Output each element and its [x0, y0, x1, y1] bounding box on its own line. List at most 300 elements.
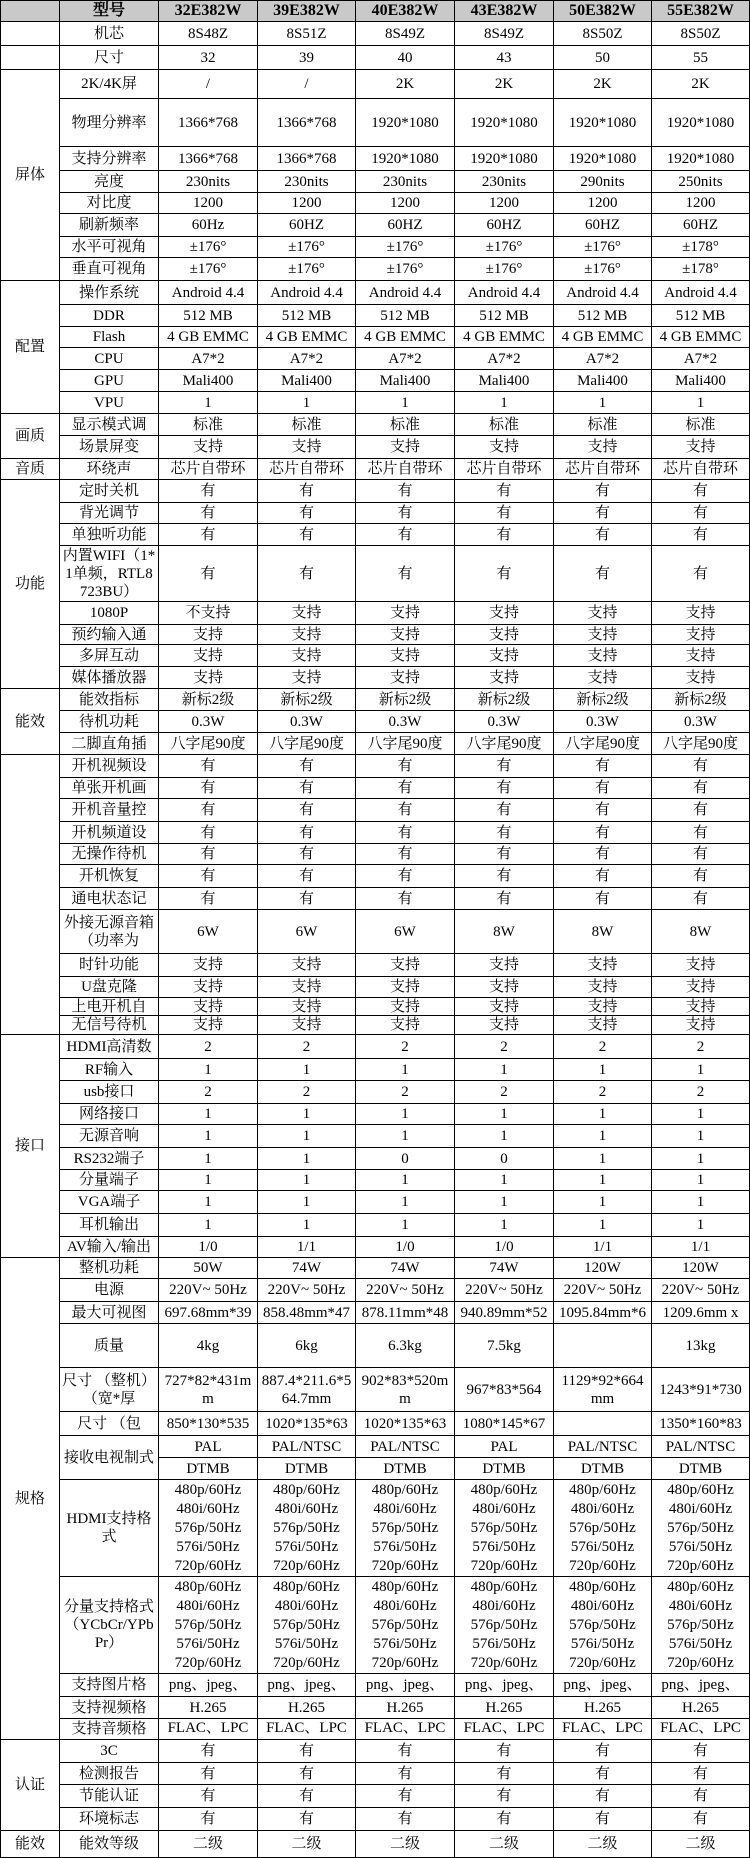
- value-cell: [652, 1785, 750, 1808]
- value-cell-text: Android 4.4: [270, 284, 343, 301]
- row-label: [60, 1785, 159, 1808]
- value-cell: [554, 480, 652, 503]
- value-cell-text: 727*82*431mm: [164, 1372, 252, 1407]
- value-cell-text: FLAC、LPC: [364, 1720, 446, 1736]
- value-cell: [652, 1697, 750, 1719]
- value-cell: [159, 1170, 258, 1191]
- value-cell-text: 有: [594, 1743, 610, 1759]
- value-cell-text: 1920*1080: [470, 114, 538, 131]
- value-cell: [554, 237, 652, 258]
- row-label: [60, 281, 159, 305]
- value-cell-text: 支持: [192, 439, 223, 455]
- value-cell: [554, 1368, 652, 1412]
- value-cell-text: PAL/NTSC: [271, 1438, 342, 1455]
- row-label: [60, 977, 159, 998]
- value-cell-text: FLAC、LPC: [167, 1720, 249, 1736]
- value-cell-text: 有: [496, 1811, 512, 1827]
- value-cell-text: 50: [595, 49, 610, 66]
- value-cell: [554, 1808, 652, 1831]
- value-cell-text: 1366*768: [276, 150, 337, 167]
- value-cell: [258, 910, 356, 954]
- value-cell: [455, 1258, 554, 1279]
- value-cell: [159, 1808, 258, 1831]
- value-cell: [356, 1740, 455, 1763]
- row-label: [60, 1763, 159, 1785]
- value-cell: [554, 1214, 652, 1237]
- row-label-text: 显示模式调: [71, 416, 147, 433]
- value-cell: [455, 305, 554, 327]
- value-cell-text: 50W: [193, 1260, 223, 1276]
- value-cell: [554, 436, 652, 459]
- value-cell-text: A7*2: [388, 350, 422, 367]
- value-cell-text: 有: [594, 758, 610, 774]
- row-label: [60, 910, 159, 954]
- model-header-text: 50E382W: [569, 2, 636, 19]
- value-cell-text: 新标2级: [576, 691, 629, 708]
- value-cell-text: 支持: [389, 999, 420, 1015]
- value-cell: [455, 1081, 554, 1104]
- value-cell: [258, 305, 356, 327]
- group-cell: [1, 1831, 60, 1858]
- value-cell: [554, 524, 652, 546]
- group-cell: [1, 1258, 60, 1740]
- value-cell: [455, 1035, 554, 1059]
- value-cell: [356, 1237, 455, 1258]
- row-label: [60, 954, 159, 977]
- value-cell-text: 2: [598, 1038, 607, 1055]
- value-cell: [258, 1016, 356, 1035]
- value-cell: [554, 1170, 652, 1191]
- value-cell-text: 13kg: [685, 1337, 716, 1354]
- value-cell: [455, 1740, 554, 1763]
- value-cell: [652, 503, 750, 524]
- value-cell-text: ±176°: [189, 239, 227, 255]
- value-cell: [554, 214, 652, 237]
- value-cell-text: 1020*135*63: [363, 1415, 447, 1432]
- value-cell: [258, 1368, 356, 1412]
- row-label-text: 内置WIFI（1*1单频，RTL8723BU）: [62, 547, 156, 600]
- value-cell: [455, 1763, 554, 1785]
- value-cell-text: 芯片自带环: [367, 461, 443, 477]
- value-cell-text: 有: [692, 526, 708, 543]
- value-cell-text: 有: [496, 526, 512, 543]
- value-cell: [356, 1436, 455, 1458]
- value-cell-text: 1: [598, 394, 607, 411]
- value-cell: [455, 1191, 554, 1214]
- value-cell-text: 220V~ 50Hz: [169, 1282, 247, 1298]
- value-cell: [258, 414, 356, 436]
- value-cell-text: 支持: [192, 647, 223, 664]
- value-cell: [356, 733, 455, 755]
- value-cell: [652, 524, 750, 546]
- value-cell: [258, 1785, 356, 1808]
- value-cell-text: 1920*1080: [666, 114, 735, 131]
- value-cell: [554, 844, 652, 865]
- value-cell: [159, 667, 258, 689]
- value-cell-text: 6.3kg: [388, 1337, 422, 1354]
- value-cell: [159, 1324, 258, 1368]
- value-cell-text: 1: [302, 1106, 311, 1122]
- value-cell: [258, 954, 356, 977]
- value-cell-text: 二级: [488, 1836, 519, 1852]
- model-header: [159, 1, 258, 22]
- value-cell-text: 4 GB EMMC: [463, 329, 545, 345]
- value-cell-text: 标准: [291, 416, 322, 433]
- value-cell: [554, 193, 652, 214]
- value-cell: [159, 459, 258, 480]
- model-header: [356, 1, 455, 22]
- value-cell: [159, 524, 258, 546]
- value-cell: [258, 1035, 356, 1059]
- row-label: [60, 689, 159, 711]
- value-cell-text: 60HZ: [683, 217, 718, 233]
- row-label: [60, 1740, 159, 1763]
- value-cell-text: ±176°: [584, 239, 621, 255]
- value-cell-text: 60HZ: [289, 217, 324, 233]
- value-cell-text: PAL/NTSC: [370, 1438, 440, 1455]
- value-cell: [554, 799, 652, 822]
- value-cell-text: 1: [598, 1106, 607, 1122]
- value-cell-text: 6W: [197, 923, 219, 940]
- value-cell-text: 有: [397, 890, 413, 907]
- value-cell: [159, 1740, 258, 1763]
- row-label-text: 开机恢复: [78, 868, 139, 884]
- value-cell: [258, 733, 356, 755]
- value-cell-text: 512 MB: [380, 307, 430, 324]
- value-cell-text: 新标2级: [181, 691, 235, 708]
- row-label-text: 支持图片格: [71, 1677, 147, 1693]
- value-cell-text: 1: [500, 394, 508, 411]
- value-cell: [356, 1577, 455, 1674]
- value-cell-text: 芯片自带环: [662, 461, 738, 477]
- value-cell-text: 二级: [685, 1836, 716, 1852]
- value-cell-text: 支持: [291, 669, 322, 686]
- value-cell-text: 支持: [488, 999, 519, 1015]
- value-cell: [159, 193, 258, 214]
- value-cell: [652, 459, 750, 480]
- value-cell-text: 有: [594, 565, 610, 582]
- value-cell: [356, 667, 455, 689]
- value-cell-text: 支持: [389, 626, 420, 643]
- value-cell: [455, 1719, 554, 1740]
- value-cell-text: 有: [397, 1811, 413, 1827]
- value-cell: [356, 414, 455, 436]
- value-cell-text: H.265: [681, 1699, 720, 1716]
- group-cell: [1, 70, 60, 281]
- value-cell: [159, 1104, 258, 1125]
- row-label: [60, 546, 159, 602]
- row-label-text: 质量: [93, 1337, 124, 1354]
- value-cell: [652, 1279, 750, 1302]
- value-cell-text: 八字尾90度: [268, 735, 344, 752]
- value-cell: [652, 888, 750, 910]
- value-cell-text: 120W: [584, 1260, 621, 1276]
- value-cell: [258, 46, 356, 70]
- value-cell-text: 1/1: [592, 1239, 613, 1255]
- value-cell: [652, 258, 750, 281]
- value-cell-text: 有: [496, 1765, 512, 1782]
- value-cell-text: 220V~ 50Hz: [267, 1282, 346, 1298]
- value-cell: [652, 1258, 750, 1279]
- value-cell-text: 有: [298, 1765, 314, 1782]
- value-cell-text: 有: [594, 1788, 610, 1804]
- value-cell: [159, 1214, 258, 1237]
- value-cell-text: PAL: [194, 1438, 222, 1455]
- value-cell-text: 1: [401, 394, 409, 411]
- value-cell-text: 2K: [494, 76, 514, 92]
- value-cell-text: 0.3W: [586, 713, 619, 730]
- value-cell: [554, 625, 652, 645]
- row-label-text: 1080P: [89, 605, 129, 621]
- value-cell: [652, 1148, 750, 1170]
- value-cell: [554, 1104, 652, 1125]
- value-cell: [159, 480, 258, 503]
- value-cell: [455, 1831, 554, 1858]
- group-cell: [1, 46, 60, 70]
- value-cell: [554, 1740, 652, 1763]
- value-cell: [159, 1081, 258, 1104]
- value-cell-text: ±176°: [485, 239, 523, 255]
- value-cell-text: Mali400: [281, 372, 332, 389]
- value-cell: [159, 910, 258, 954]
- value-cell-text: 40: [397, 49, 413, 66]
- value-cell-text: 1: [302, 1217, 311, 1233]
- value-cell-text: 2: [302, 1038, 311, 1055]
- row-label-text: 支持分辨率: [71, 150, 147, 167]
- value-cell-text: 480p/60Hz 480i/60Hz 576p/50Hz 576i/50Hz 720p/60Hz: [174, 1578, 242, 1671]
- row-label: [60, 778, 159, 799]
- value-cell-text: 支持: [291, 439, 322, 455]
- value-cell: [554, 1237, 652, 1258]
- row-label: [60, 667, 159, 689]
- value-cell: [258, 778, 356, 799]
- value-cell-text: 有: [594, 505, 610, 521]
- value-cell: [258, 888, 356, 910]
- row-label: [60, 645, 159, 667]
- value-cell: [258, 1125, 356, 1148]
- value-cell: [258, 171, 356, 193]
- row-label: [60, 46, 159, 70]
- value-cell-text: 二级: [587, 1836, 618, 1852]
- value-cell: [159, 147, 258, 171]
- row-label-text: 无信号待机: [71, 1017, 147, 1033]
- row-label-text: 外接无源音箱（功率为: [63, 914, 154, 949]
- value-cell: [159, 822, 258, 844]
- value-cell-text: FLAC、LPC: [660, 1720, 741, 1736]
- value-cell-text: 有: [200, 802, 216, 818]
- row-label-text: 通电状态记: [71, 890, 147, 907]
- value-cell-text: 有: [200, 505, 216, 521]
- value-cell-text: 1/1: [690, 1239, 711, 1255]
- value-cell: [652, 799, 750, 822]
- value-cell-text: 0: [401, 1150, 409, 1167]
- value-cell-text: 1: [401, 1194, 409, 1210]
- value-cell-text: Mali400: [577, 372, 628, 389]
- value-cell-text: 有: [200, 1765, 216, 1782]
- value-cell: [159, 602, 258, 625]
- value-cell: [356, 70, 455, 99]
- value-cell: [652, 1808, 750, 1831]
- value-cell-text: 2: [204, 1038, 212, 1055]
- value-cell-text: 1: [204, 394, 212, 411]
- value-cell: [455, 778, 554, 799]
- value-cell-text: 1920*1080: [568, 114, 637, 131]
- value-cell: [652, 1059, 750, 1081]
- value-cell: [356, 1763, 455, 1785]
- value-cell-text: ±176°: [386, 261, 424, 277]
- value-cell: [455, 1458, 554, 1480]
- value-cell: [652, 778, 750, 799]
- value-cell-text: 有: [298, 565, 314, 582]
- value-cell-text: ±176°: [386, 239, 424, 255]
- value-cell: [554, 546, 652, 602]
- value-cell-text: 1: [401, 1128, 409, 1144]
- value-cell: [356, 1081, 455, 1104]
- value-cell-text: 6W: [295, 923, 318, 940]
- value-cell-text: 1: [696, 1061, 705, 1078]
- value-cell: [159, 171, 258, 193]
- row-label-text: 水平可视角: [71, 239, 147, 255]
- group-cell: [1, 459, 60, 480]
- value-cell-text: 支持: [587, 626, 618, 643]
- value-cell: [356, 822, 455, 844]
- value-cell: [356, 778, 455, 799]
- value-cell-text: 支持: [389, 1017, 420, 1033]
- row-label: [60, 414, 159, 436]
- value-cell: [356, 1785, 455, 1808]
- value-cell-text: 220V~ 50Hz: [465, 1282, 543, 1298]
- value-cell: [159, 503, 258, 524]
- value-cell-text: 有: [200, 1811, 216, 1827]
- row-label-text: VGA端子: [77, 1194, 141, 1210]
- value-cell-text: 有: [594, 526, 610, 543]
- value-cell: [652, 689, 750, 711]
- model-header: [652, 1, 750, 22]
- value-cell: [159, 865, 258, 888]
- value-cell: [258, 711, 356, 733]
- value-cell-text: ±176°: [584, 261, 621, 277]
- row-label-text: 能效指标: [78, 691, 139, 708]
- value-cell: [159, 625, 258, 645]
- value-cell: [554, 1412, 652, 1436]
- value-cell: [554, 1059, 652, 1081]
- value-cell: [554, 778, 652, 799]
- row-label: [60, 1125, 159, 1148]
- value-cell: [455, 689, 554, 711]
- value-cell-text: PAL/NTSC: [567, 1438, 638, 1455]
- row-label-text: 环绕声: [86, 461, 132, 477]
- group-cell-text: 配置: [14, 339, 45, 355]
- value-cell-text: 1200: [390, 195, 420, 211]
- value-cell-text: 标准: [389, 416, 420, 433]
- value-cell: [356, 348, 455, 370]
- value-cell: [455, 46, 554, 70]
- value-cell-text: 支持: [685, 1017, 716, 1033]
- value-cell: [455, 822, 554, 844]
- value-cell: [652, 46, 750, 70]
- value-cell: [455, 258, 554, 281]
- value-cell: [455, 1368, 554, 1412]
- value-cell-text: 有: [496, 483, 512, 499]
- value-cell: [652, 822, 750, 844]
- row-label-text: 节能认证: [78, 1788, 139, 1804]
- value-cell-text: 有: [200, 890, 216, 907]
- value-cell-text: 支持: [389, 647, 420, 664]
- value-cell: [356, 1808, 455, 1831]
- value-cell: [455, 171, 554, 193]
- value-cell: [455, 1436, 554, 1458]
- value-cell: [258, 327, 356, 348]
- value-cell: [554, 392, 652, 414]
- row-label: [60, 480, 159, 503]
- row-label: [60, 888, 159, 910]
- value-cell-text: 8S48Z: [187, 25, 228, 42]
- value-cell: [652, 1436, 750, 1458]
- group-cell: [1, 1740, 60, 1831]
- value-cell-text: 八字尾90度: [564, 735, 640, 752]
- value-cell-text: 不支持: [185, 605, 231, 621]
- value-cell-text: 60HZ: [387, 217, 423, 233]
- value-cell: [455, 392, 554, 414]
- group-cell: [1, 281, 60, 414]
- value-cell-text: 55: [693, 49, 708, 66]
- value-cell-text: 支持: [685, 979, 716, 995]
- value-cell: [652, 1324, 750, 1368]
- value-cell-text: 有: [397, 802, 413, 818]
- value-cell: [455, 193, 554, 214]
- model-header-text: 43E382W: [470, 2, 538, 19]
- group-cell: [1, 480, 60, 689]
- value-cell-text: 标准: [192, 416, 223, 433]
- value-cell-text: 有: [692, 505, 708, 521]
- value-cell: [159, 281, 258, 305]
- value-cell-text: 6W: [394, 923, 416, 940]
- value-cell: [258, 1719, 356, 1740]
- value-cell-text: 支持: [389, 439, 420, 455]
- row-label-text: 分量支持格式（YCbCr/YPbPr）: [63, 1599, 154, 1651]
- value-cell: [356, 602, 455, 625]
- value-cell-text: 878.11mm*48: [361, 1304, 449, 1321]
- value-cell: [356, 99, 455, 147]
- value-cell-text: 1/0: [198, 1239, 218, 1255]
- row-label-text: usb接口: [83, 1084, 135, 1100]
- value-cell-text: 八字尾90度: [466, 735, 542, 752]
- value-cell-text: 1243*91*730: [659, 1381, 742, 1398]
- value-cell-text: 902*83*520mm: [361, 1372, 449, 1407]
- value-cell: [356, 1148, 455, 1170]
- row-label-text: 场景屏变: [78, 439, 139, 455]
- value-cell: [159, 392, 258, 414]
- value-cell-text: 有: [397, 565, 413, 582]
- value-cell-text: 850*130*535: [166, 1415, 250, 1432]
- value-cell: [652, 1674, 750, 1697]
- row-label-text: 对比度: [86, 195, 132, 211]
- value-cell-text: 1: [598, 1128, 607, 1144]
- value-cell-text: 1: [302, 394, 311, 411]
- value-cell: [455, 1697, 554, 1719]
- value-cell: [652, 392, 750, 414]
- value-cell-text: png、jpeg、: [267, 1677, 346, 1693]
- value-cell-text: 有: [397, 1743, 413, 1759]
- value-cell: [159, 1016, 258, 1035]
- value-cell: [554, 1697, 652, 1719]
- value-cell: [258, 1279, 356, 1302]
- value-cell-text: A7*2: [289, 350, 324, 367]
- value-cell: [455, 237, 554, 258]
- value-cell-text: 八字尾90度: [170, 735, 246, 752]
- value-cell-text: png、jpeg、: [464, 1677, 544, 1693]
- value-cell-text: 二级: [389, 1836, 420, 1852]
